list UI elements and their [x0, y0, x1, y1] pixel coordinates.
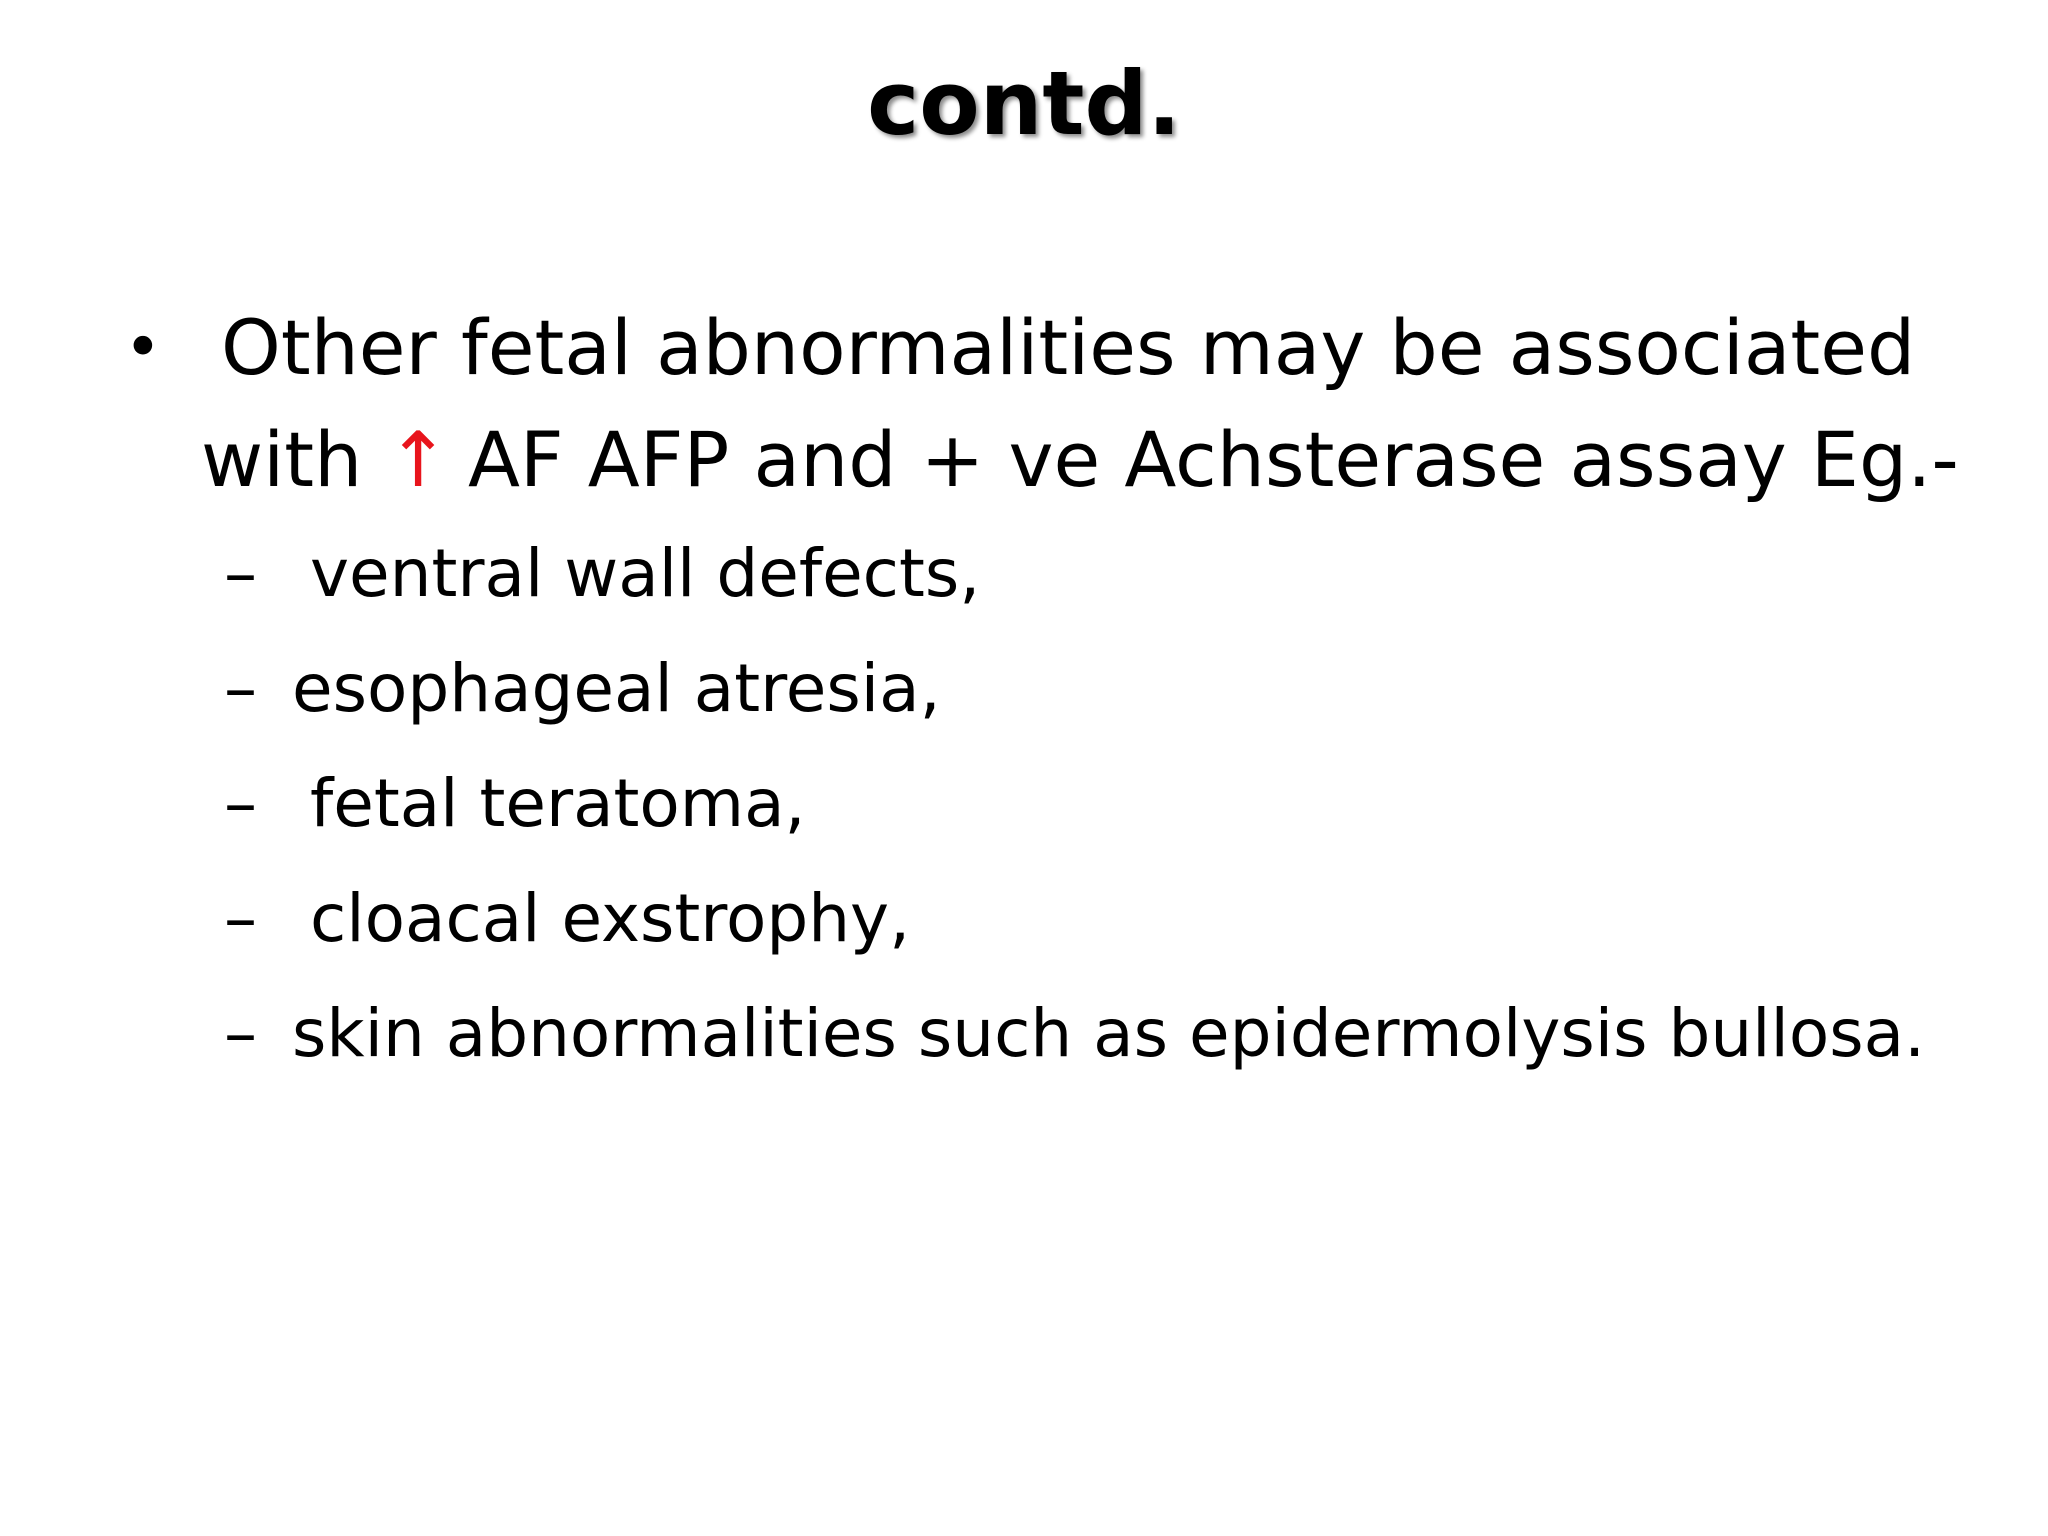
sub-bullet-text: fetal teratoma, — [310, 765, 806, 842]
sub-bullet-item — [224, 639, 2004, 754]
sub-bullet-item — [224, 754, 2004, 869]
sub-bullet-text: ventral wall defects, — [310, 535, 981, 612]
sub-bullet-text: cloacal exstrophy, — [310, 880, 911, 957]
sub-bullet-item — [224, 524, 2004, 639]
sub-bullet-text: skin abnormalities such as epidermolysis bullosa. — [292, 995, 1926, 1072]
sub-bullet-text: esophageal atresia, — [292, 650, 941, 727]
dash-marker: – — [224, 650, 257, 727]
dash-marker: – — [224, 995, 257, 1072]
sub-bullet-item — [224, 984, 2004, 1099]
bullet-text — [201, 292, 1981, 516]
dash-marker: – — [224, 765, 257, 842]
bullet-line-2 — [201, 404, 1981, 516]
sub-bullet-list — [224, 524, 2004, 1099]
slide-title: contd. — [867, 52, 1181, 155]
sub-bullet-item — [224, 869, 2004, 984]
bullet-line-2-prefix: with — [201, 415, 363, 504]
dash-marker: – — [224, 535, 257, 612]
dash-marker: – — [224, 880, 257, 957]
bullet-line-2-suffix: AF AFP and + ve Achsterase assay Eg.- — [467, 415, 1959, 504]
bullet-marker: • — [124, 311, 162, 385]
bullet-line-1: Other fetal abnormalities may be associated — [221, 303, 1916, 392]
up-arrow-icon: ↑ — [386, 415, 450, 504]
